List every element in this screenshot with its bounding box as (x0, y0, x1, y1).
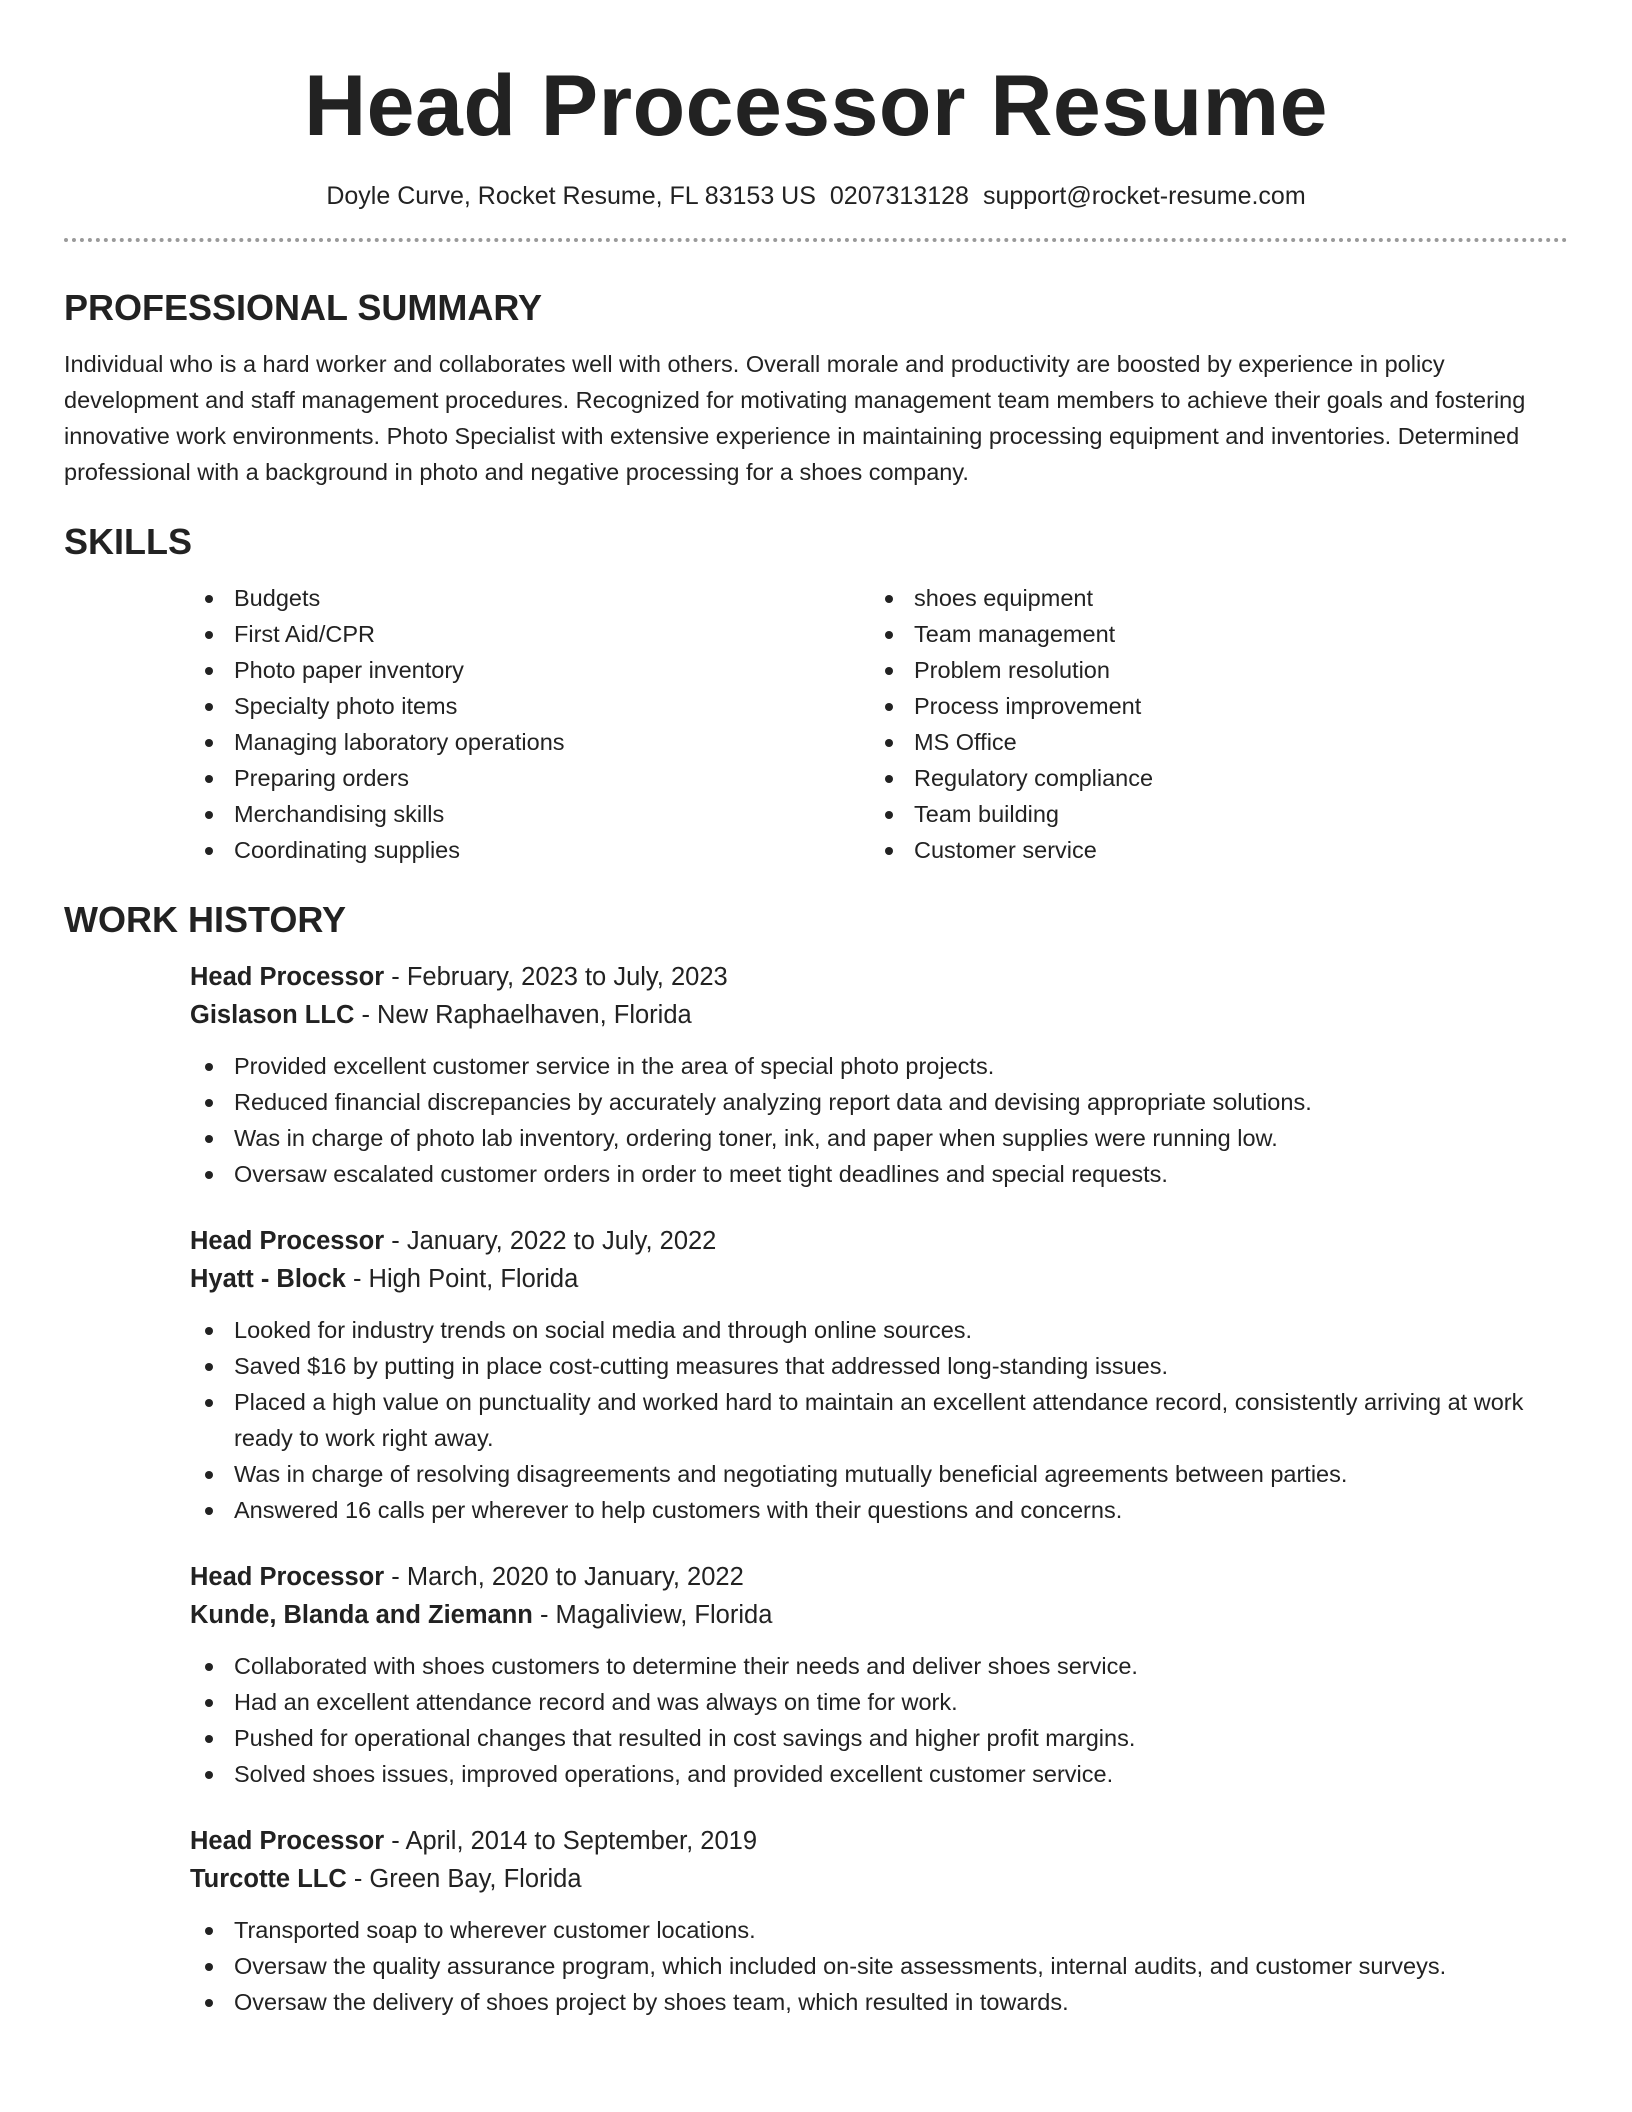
job-title: Head Processor (190, 963, 385, 991)
job-company: Hyatt - Block (190, 1265, 346, 1293)
job-title: Head Processor (190, 1563, 385, 1591)
header-divider (64, 238, 1568, 242)
job-duty: Provided excellent customer service in the area of special photo projects. (190, 1048, 1568, 1084)
job-title-line (190, 1558, 1568, 1596)
job-location: - Magaliview, Florida (532, 1601, 773, 1629)
resume-title: Head Processor Resume (304, 58, 1328, 154)
skill-item: Regulatory compliance (870, 760, 1550, 796)
job-title: Head Processor (190, 1827, 385, 1855)
skill-item: Team building (870, 796, 1550, 832)
job-duties (190, 1312, 1568, 1528)
skill-item: Merchandising skills (190, 796, 870, 832)
job-duty: Placed a high value on punctuality and worked hard to maintain an excellent attendance record, consistently arriving at work ready to work right away. (190, 1384, 1568, 1456)
skill-item: Customer service (870, 832, 1550, 868)
skill-item: Team management (870, 616, 1550, 652)
contact-phone: 0207313128 (829, 182, 969, 210)
job-entry (190, 1222, 1568, 1528)
job-title-line (190, 1822, 1568, 1860)
job-duty: Looked for industry trends on social media and through online sources. (190, 1312, 1568, 1348)
skills-list (190, 580, 1568, 868)
summary-heading: PROFESSIONAL SUMMARY (64, 287, 543, 328)
job-dates: - March, 2020 to January, 2022 (384, 1563, 744, 1591)
job-dates: - April, 2014 to September, 2019 (384, 1827, 758, 1855)
job-duty: Oversaw escalated customer orders in order to meet tight deadlines and special requests. (190, 1156, 1568, 1192)
skill-item: Budgets (190, 580, 870, 616)
skill-item: shoes equipment (870, 580, 1550, 616)
job-duty: Collaborated with shoes customers to determine their needs and deliver shoes service. (190, 1648, 1568, 1684)
job-dates: - January, 2022 to July, 2022 (384, 1227, 717, 1255)
skill-item: Problem resolution (870, 652, 1550, 688)
job-company: Gislason LLC (190, 1001, 355, 1029)
skills-heading: SKILLS (64, 521, 193, 562)
job-duty: Reduced financial discrepancies by accurately analyzing report data and devising appropriate solutions. (190, 1084, 1568, 1120)
skills-column-right (870, 580, 1550, 868)
job-entry (190, 958, 1568, 1192)
job-entry (190, 1558, 1568, 1792)
contact-address: Doyle Curve, Rocket Resume, FL 83153 US (326, 182, 816, 210)
work-heading: WORK HISTORY (64, 899, 347, 940)
job-location: - New Raphaelhaven, Florida (354, 1001, 692, 1029)
job-duty: Oversaw the quality assurance program, which included on-site assessments, internal audits, and customer surveys. (190, 1948, 1568, 1984)
job-company-line (190, 1860, 1568, 1898)
contact-line (64, 180, 1568, 212)
skill-item: Process improvement (870, 688, 1550, 724)
job-duty: Was in charge of resolving disagreements and negotiating mutually beneficial agreements between parties. (190, 1456, 1568, 1492)
skill-item: Photo paper inventory (190, 652, 870, 688)
job-duty: Saved $16 by putting in place cost-cutting measures that addressed long-standing issues. (190, 1348, 1568, 1384)
job-company: Kunde, Blanda and Ziemann (190, 1601, 533, 1629)
skill-item: Preparing orders (190, 760, 870, 796)
job-duties (190, 1648, 1568, 1792)
skill-item: Specialty photo items (190, 688, 870, 724)
job-title: Head Processor (190, 1227, 385, 1255)
summary-text: Individual who is a hard worker and collaborates well with others. Overall morale and productivity are boosted by experience in policy development and staff management procedures. Recognized for motivating management team members to achieve their goals and fostering innovative work environments. Photo Specialist with extensive experience in maintaining processing equipment and inventories. Determined professional with a background in photo and negative processing for a shoes company. (64, 351, 1526, 485)
resume-page (64, 0, 1568, 2020)
job-location: - High Point, Florida (345, 1265, 579, 1293)
job-title-line (190, 958, 1568, 996)
job-duty: Oversaw the delivery of shoes project by shoes team, which resulted in towards. (190, 1984, 1568, 2020)
job-duty: Transported soap to wherever customer locations. (190, 1912, 1568, 1948)
job-company-line (190, 1260, 1568, 1298)
job-location: - Green Bay, Florida (346, 1865, 582, 1893)
skill-item: Managing laboratory operations (190, 724, 870, 760)
job-entry (190, 1822, 1568, 2020)
job-title-line (190, 1222, 1568, 1260)
job-duty: Had an excellent attendance record and was always on time for work. (190, 1684, 1568, 1720)
job-duty: Was in charge of photo lab inventory, ordering toner, ink, and paper when supplies were running low. (190, 1120, 1568, 1156)
skill-item: MS Office (870, 724, 1550, 760)
contact-email: support@rocket-resume.com (982, 182, 1306, 210)
job-duty: Pushed for operational changes that resulted in cost savings and higher profit margins. (190, 1720, 1568, 1756)
job-duties (190, 1912, 1568, 2020)
job-company-line (190, 1596, 1568, 1634)
job-company: Turcotte LLC (190, 1865, 347, 1893)
job-duty: Solved shoes issues, improved operations, and provided excellent customer service. (190, 1756, 1568, 1792)
job-duty: Answered 16 calls per wherever to help customers with their questions and concerns. (190, 1492, 1568, 1528)
skills-column-left (190, 580, 870, 868)
job-company-line (190, 996, 1568, 1034)
job-duties (190, 1048, 1568, 1192)
skill-item: First Aid/CPR (190, 616, 870, 652)
job-dates: - February, 2023 to July, 2023 (384, 963, 728, 991)
skill-item: Coordinating supplies (190, 832, 870, 868)
